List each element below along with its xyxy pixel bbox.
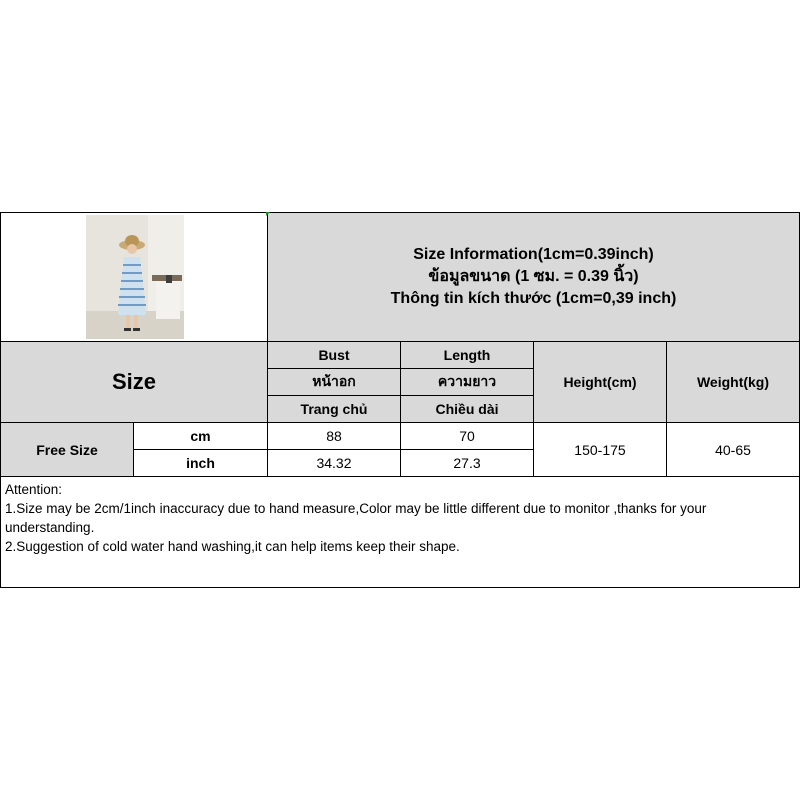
bust-cm-text: 88 — [326, 428, 342, 444]
unit-inch-cell — [133, 449, 268, 477]
height-header — [533, 341, 667, 423]
bust-header-th — [267, 368, 401, 396]
height-text: 150-175 — [574, 441, 626, 458]
length-label-th: ความยาว — [437, 373, 497, 389]
size-label: Size — [111, 369, 157, 394]
bust-inch-value — [267, 449, 401, 477]
title-line-th: ข้อมูลขนาด (1 ซม. = 0.39 นิ้ว) — [428, 268, 639, 285]
length-header-en — [400, 341, 534, 369]
unit-cm-label: cm — [190, 428, 211, 444]
length-inch-text: 27.3 — [453, 455, 481, 471]
size-column-header — [0, 341, 268, 423]
height-label: Height(cm) — [563, 374, 637, 390]
unit-inch-label: inch — [186, 455, 215, 471]
title-line-en: Size Information(1cm=0.39inch) — [413, 246, 654, 263]
bust-header-en — [267, 341, 401, 369]
free-size-cell — [0, 422, 134, 477]
length-cm-value — [400, 422, 534, 450]
bust-cm-value — [267, 422, 401, 450]
weight-header — [666, 341, 800, 423]
length-label-en: Length — [443, 347, 491, 363]
attention-heading: Attention: — [5, 482, 63, 497]
height-value — [533, 422, 667, 477]
product-photo — [86, 215, 184, 339]
product-photo-cell — [0, 212, 268, 342]
attention-note-1: 1.Size may be 2cm/1inch inaccuracy due to hand measure,Color may be little different due to monitor ,thanks for your understanding. — [5, 501, 707, 535]
model-illustration — [86, 215, 184, 339]
weight-text: 40-65 — [715, 441, 751, 458]
size-chart — [0, 212, 800, 588]
attention-note-2: 2.Suggestion of cold water hand washing,it can help items keep their shape. — [5, 539, 460, 554]
length-header-th — [400, 368, 534, 396]
free-size-label: Free Size — [36, 441, 98, 458]
weight-value — [666, 422, 800, 477]
unit-cm-cell — [133, 422, 268, 450]
bust-label-en: Bust — [318, 347, 350, 363]
length-label-vi: Chiều dài — [435, 401, 499, 417]
attention-notes — [0, 476, 800, 588]
length-cm-text: 70 — [459, 428, 475, 444]
weight-label: Weight(kg) — [696, 374, 770, 390]
title-line-vi: Thông tin kích thước (1cm=0,39 inch) — [390, 290, 677, 307]
bust-label-th: หน้าอก — [312, 373, 356, 389]
bust-inch-text: 34.32 — [316, 455, 352, 471]
bust-header-vi — [267, 395, 401, 423]
bust-label-vi: Trang chủ — [300, 401, 368, 417]
length-header-vi — [400, 395, 534, 423]
cell-marker — [266, 212, 270, 216]
size-information-header — [267, 212, 800, 342]
length-inch-value — [400, 449, 534, 477]
